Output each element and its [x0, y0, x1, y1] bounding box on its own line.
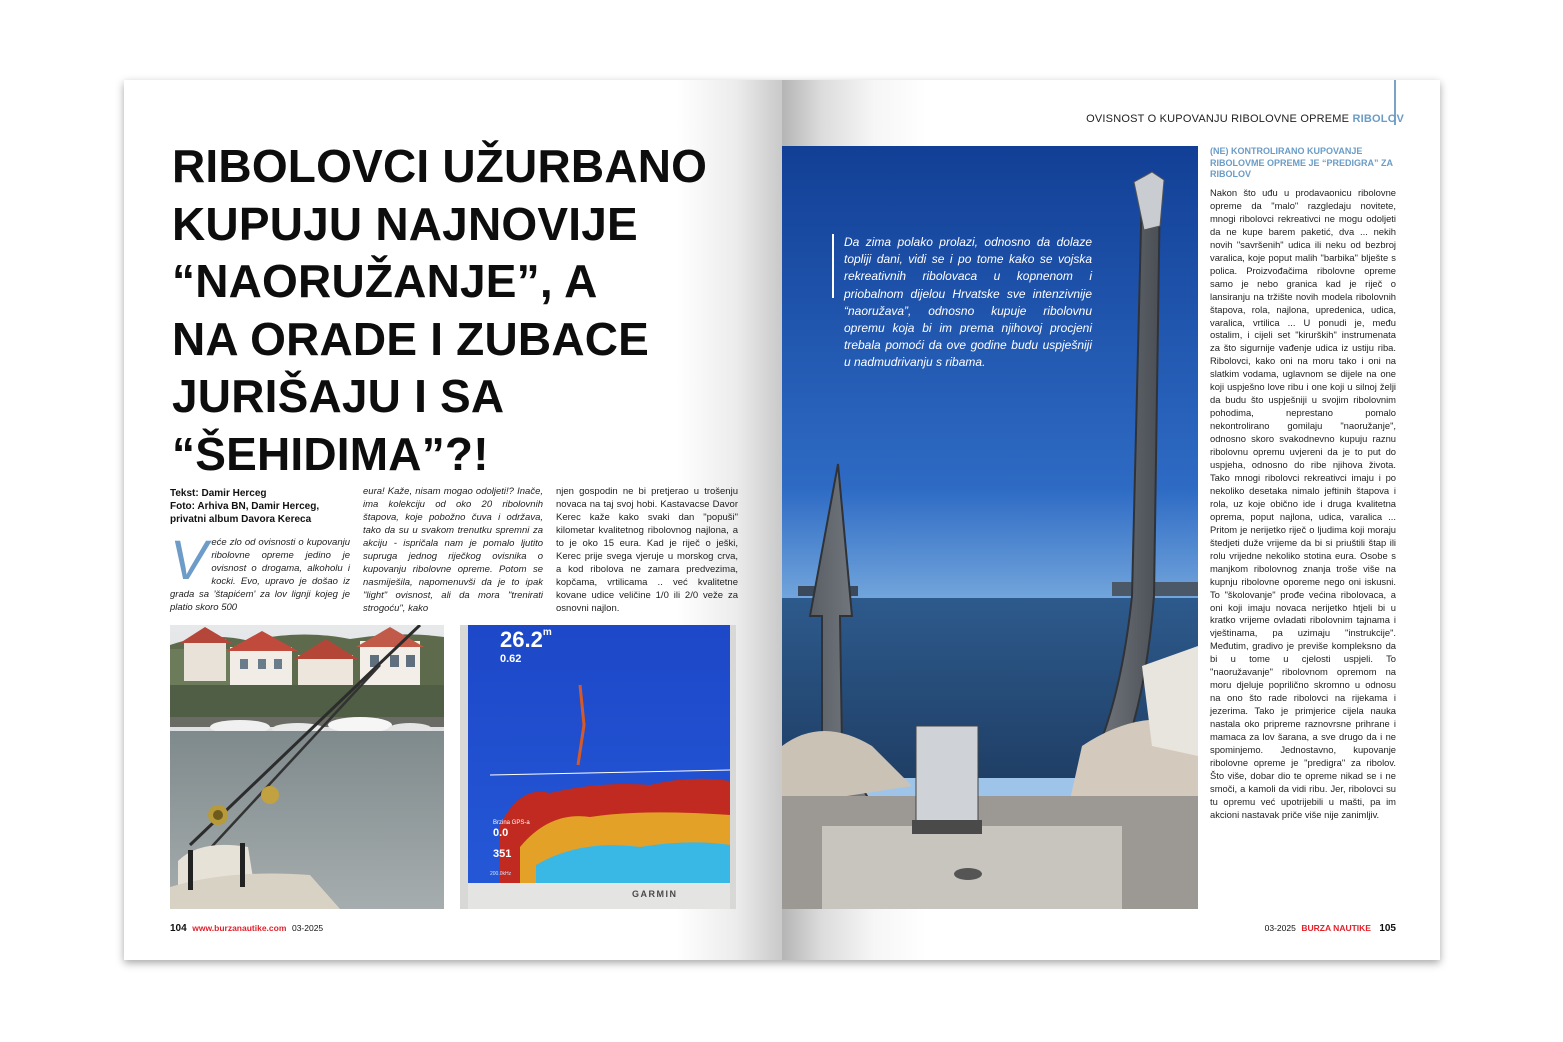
- photo-credit-2: privatni album Davora Kereca: [170, 514, 312, 525]
- body-column-2: [363, 485, 543, 615]
- magazine-name: BURZA NAUTIKE: [1301, 923, 1371, 933]
- body-column-2-text: eura! Kaže, nisam mogao odoljeti!? Inače, ima kolekciju od oko 20 ribolovnih štapova, koje pobožno čuva i održava, tako da su u svakom trenutku spremni za akciju - ispričala nam je pomalo ljutito supruga jednog riječkog ovisnika o kupovanju ribolovne opreme. Potom se nasmiješila, napomenuvši da je to ipak "light" ovisnost, ali da mora "trenirati strogoću", kako: [363, 486, 543, 614]
- right-folio: [1265, 923, 1396, 934]
- left-page-number: 104: [170, 923, 187, 934]
- harbor-photo: [170, 625, 444, 909]
- sonar-readout-label: Brzina GPS-a: [493, 820, 530, 826]
- credits: [170, 487, 350, 526]
- sonar-readout-speed: 0.0: [493, 827, 509, 839]
- headline: RIBOLOVCI UŽURBANO KUPUJU NAJNOVIJE “NAORUŽANJE”, A NA ORADE I ZUBACE JURIŠAJU I SA “ŠEHIDIMA”?!: [172, 140, 708, 480]
- pullquote-bar: [832, 234, 834, 298]
- sonar-frequency: 200.0kHz: [490, 871, 512, 877]
- sonar-photo: [460, 625, 736, 909]
- right-body-column: [1210, 187, 1396, 822]
- sonar-screen: [460, 625, 736, 909]
- drop-cap: V: [170, 528, 208, 591]
- left-folio: [170, 923, 323, 934]
- magazine-spread: [124, 80, 1440, 960]
- section-label: RIBOLOV: [1352, 113, 1404, 125]
- left-page: [124, 80, 782, 960]
- left-issue: 03-2025: [291, 923, 324, 933]
- sonar-sub-reading: 0.62: [500, 653, 522, 665]
- right-page-number: 105: [1379, 923, 1396, 934]
- right-page: [782, 80, 1440, 960]
- sonar-readout-heading: 351: [493, 848, 512, 860]
- photo-credit: Foto: Arhiva BN, Damir Herceg,: [170, 501, 320, 512]
- subhead: (NE) KONTROLIRANO KUPOVANJE RIBOLOVME OPREME JE “PREDIGRA” ZA RIBOLOV: [1210, 146, 1393, 179]
- running-head: [1086, 113, 1404, 125]
- garmin-logo: GARMIN: [632, 889, 678, 899]
- body-column-3-text: njen gospodin ne bi pretjerao u trošenju novaca na taj svoj hobi. Kastavacse Davor Kerec kaže kako svaki dan "popuši" kilometar kvalitetnog ribolovnog najlona, a to je oko 15 eura. Kad je riječ o ješki, Kerec prije svega vjeruje u morskog crva, a kod ribolova ne zamara predvezima, kopčama, vrtilicama .. već kvalitetne kovane udice veličine 1/0 ili 2/0 veže za osnovni najlon.: [556, 486, 738, 614]
- pullquote: Da zima polako prolazi, odnosno da dolaze topliji dani, vidi se i po tome kako se vojska rekreativnih ribolovaca u kopnenom i priobalnom dijelou Hrvatske sve intenzivnije “naoružava”, odnosno kupuje ribolovnu opremu koja bi im prema njihovoj procjeni trebala pomoći da ove godine budu uspješniji u nadmudrivanju s ribama.: [844, 235, 1092, 370]
- right-body-text: Nakon što uđu u prodavaonicu ribolovne opreme da "malo" razgledaju novitete, mnogi ribolovci rekreativci ne mogu odoljeti da ne kupe barem paketić, dva ... nekih novih "savršenih" udica ili neku od bezbroj varalica, koje poput malih "barbika" blješte s polica. Proizvođačima ribolovne opreme samo je nebo granica kad je riječ o lansiranju na tržište novih modela ribolovnih štapova, rola, najlona, upredenica, udica, varalica, vrtilica ... U ponudi je, među ostalim, i cijeli set "kirurških" instrumenata za što sigurnije vađenje udica iz ustiju riba. Ribolovci, kako oni na moru tako i oni na slatkim vodama, uglavnom se dijele na one koji uspješno love ribu i one koji u silnoj želji da budu što uspješniji u svojim ribolovnim pohodima, neprestano pomalo nekontrolirano gomilaju "naoružanje", odnosno skoro svakodnevno kupuju raznu ribolovnu opremu uvjereni da je to put do uspjeha, odnosno do ribe njihova života. Tako mnogi ribolovci rekreativci imaju i po nekoliko desetaka nimalo jeftinih štapova i rola, uz koje obično ide i druga kvalitetna oprema, poput najlona, udica, varalica ... Pritom je nerijetko riječ o ljudima koji moraju štedjeti duže vrijeme da bi si priuštili štap ili rolu vrijedne nekoliko stotina eura. Osobe s manjkom ribolovnog znanja troše više na kupnju ribolovne oporeme nego oni iskusni. To "školovanje" prođe većina ribolovaca, a oni koji imaju novaca nerijetko htjeli bi u kratko vrijeme ovladati ribolovnim tajnama i vještinama, pa uzimaju "instrukcije". Međutim, gradivo je previše kompleksno da bi u tome u cjelosti uspjeli. To "naoružavanje" ribolovnom opremom na moru djeluje poprilično skromno u odnosu na ono što rade ribolovci na rijekama i jezerima. Tako je primjerice cijela nauka nastala oko pripreme raznovrsne prihrane i mamaca za lov šarana, a sve drugo da i ne spominjemo. Jednostavno, kupovanje ribolovne opreme je "predigra" za ribolov. Što više, dobar dio te opreme nikad se i ne smoči, a kamoli da vidi ribu. Jer, ribolovci su tu opremu već upotrijebili u mašti, pa im akcioni nastavak priče više nije zanimljiv.: [1210, 187, 1396, 820]
- intro-column: [170, 528, 350, 614]
- right-issue: 03-2025: [1264, 923, 1296, 933]
- sonar-depth: 26.2$^m$: [500, 627, 552, 652]
- intro-text: eće zlo od ovisnosti o kupovanju ribolovne opreme jedino je ovisnost o drogama, alkoholu i kocki. Evo, upravo je došao iz grada sa 'štapićem' za lov lignji kojeg je platio skoro 500: [170, 537, 350, 613]
- author-credit: Tekst: Damir Herceg: [170, 488, 267, 499]
- running-head-title: OVISNOST O KUPOVANJU RIBOLOVNE OPREME: [1086, 113, 1350, 125]
- harbor-illustration: [170, 625, 444, 909]
- body-column-3: [556, 485, 738, 615]
- site-url[interactable]: www.burzanautike.com: [192, 923, 287, 933]
